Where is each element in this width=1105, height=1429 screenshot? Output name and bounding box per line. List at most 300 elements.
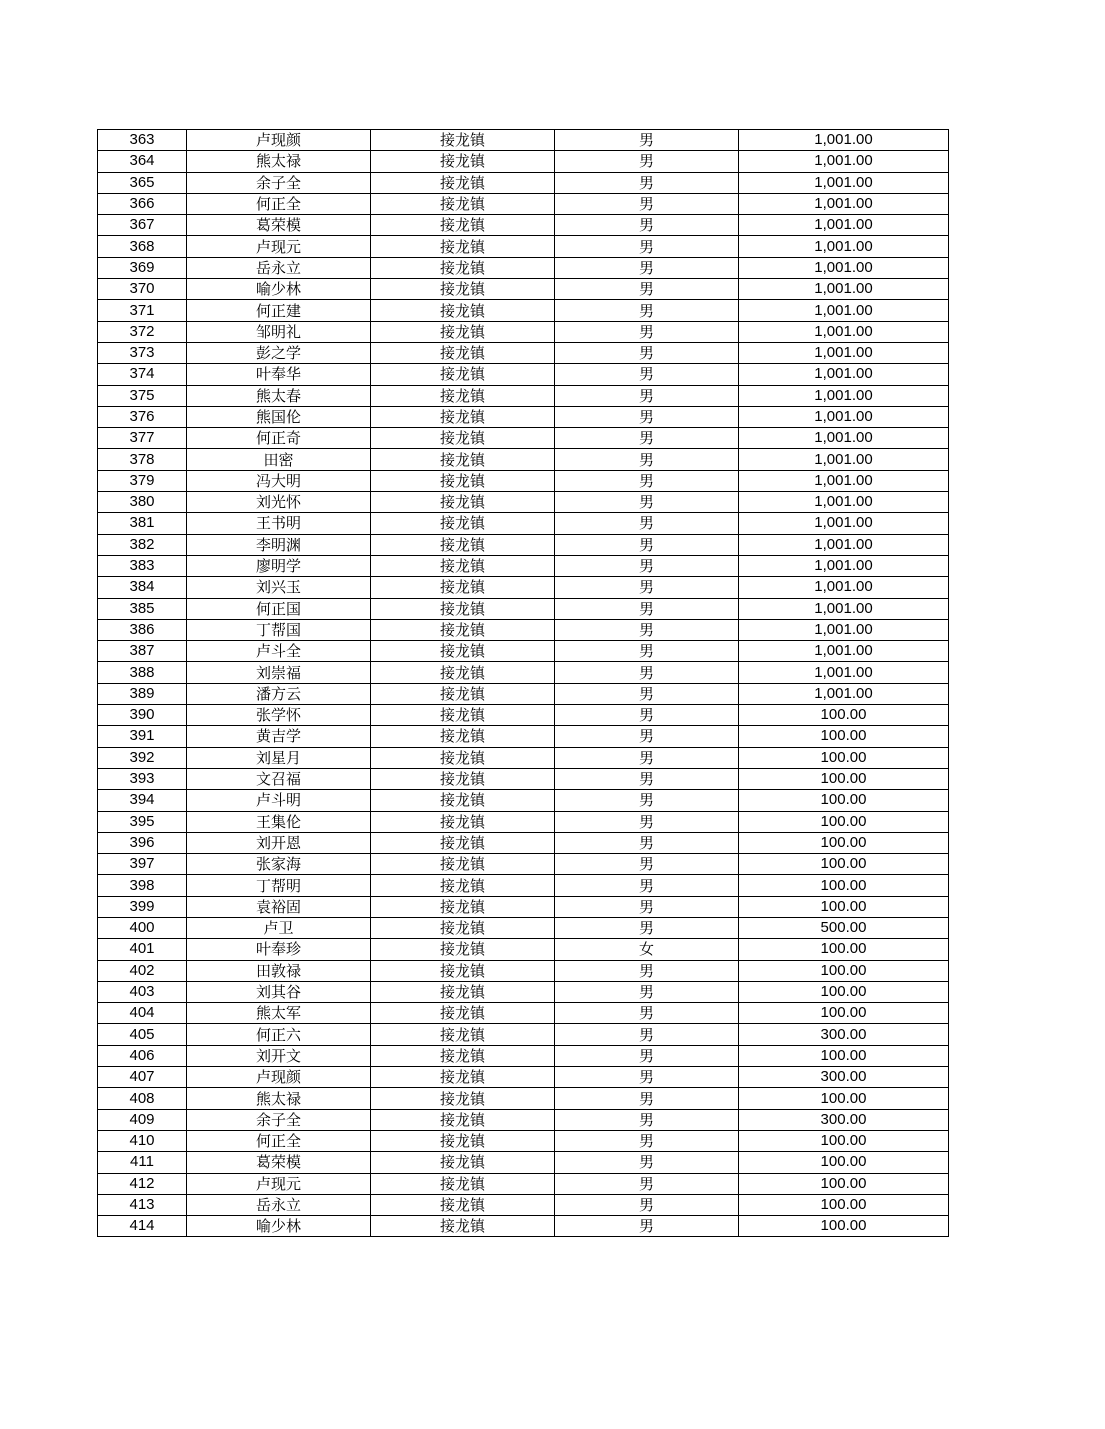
cell-amount: 300.00 — [739, 1024, 949, 1045]
cell-gender: 男 — [555, 321, 739, 342]
cell-amount: 1,001.00 — [739, 683, 949, 704]
cell-gender: 男 — [555, 641, 739, 662]
cell-amount: 1,001.00 — [739, 406, 949, 427]
table-row — [98, 257, 949, 278]
cell-gender: 男 — [555, 555, 739, 576]
table-row — [98, 939, 949, 960]
cell-number: 374 — [98, 364, 187, 385]
cell-town: 接龙镇 — [371, 981, 555, 1002]
cell-amount: 100.00 — [739, 981, 949, 1002]
cell-gender: 男 — [555, 577, 739, 598]
cell-name: 王集伦 — [187, 811, 371, 832]
cell-name: 文召福 — [187, 768, 371, 789]
table-row — [98, 768, 949, 789]
table-row — [98, 641, 949, 662]
cell-town: 接龙镇 — [371, 1152, 555, 1173]
cell-amount: 1,001.00 — [739, 364, 949, 385]
cell-name: 廖明学 — [187, 555, 371, 576]
cell-gender: 男 — [555, 385, 739, 406]
cell-town: 接龙镇 — [371, 534, 555, 555]
cell-number: 396 — [98, 832, 187, 853]
cell-name: 熊太春 — [187, 385, 371, 406]
cell-name: 田密 — [187, 449, 371, 470]
table-row — [98, 683, 949, 704]
cell-gender: 男 — [555, 130, 739, 151]
cell-name: 何正奇 — [187, 428, 371, 449]
table-row — [98, 513, 949, 534]
cell-number: 395 — [98, 811, 187, 832]
cell-name: 刘星月 — [187, 747, 371, 768]
cell-name: 岳永立 — [187, 1194, 371, 1215]
cell-town: 接龙镇 — [371, 832, 555, 853]
table-row — [98, 875, 949, 896]
cell-name: 何正国 — [187, 598, 371, 619]
cell-name: 邹明礼 — [187, 321, 371, 342]
cell-amount: 1,001.00 — [739, 385, 949, 406]
cell-amount: 1,001.00 — [739, 577, 949, 598]
table-row — [98, 854, 949, 875]
cell-town: 接龙镇 — [371, 1045, 555, 1066]
cell-name: 冯大明 — [187, 470, 371, 491]
cell-amount: 100.00 — [739, 1194, 949, 1215]
cell-name: 刘开恩 — [187, 832, 371, 853]
table-row — [98, 342, 949, 363]
cell-number: 407 — [98, 1067, 187, 1088]
cell-number: 410 — [98, 1130, 187, 1151]
cell-amount: 500.00 — [739, 917, 949, 938]
cell-amount: 1,001.00 — [739, 492, 949, 513]
cell-gender: 男 — [555, 279, 739, 300]
cell-number: 404 — [98, 1003, 187, 1024]
cell-number: 387 — [98, 641, 187, 662]
cell-gender: 男 — [555, 236, 739, 257]
table-row — [98, 619, 949, 640]
cell-amount: 100.00 — [739, 726, 949, 747]
table-row — [98, 193, 949, 214]
cell-number: 399 — [98, 896, 187, 917]
cell-town: 接龙镇 — [371, 172, 555, 193]
cell-amount: 1,001.00 — [739, 598, 949, 619]
cell-town: 接龙镇 — [371, 342, 555, 363]
cell-number: 389 — [98, 683, 187, 704]
cell-number: 373 — [98, 342, 187, 363]
cell-name: 熊太军 — [187, 1003, 371, 1024]
cell-gender: 男 — [555, 470, 739, 491]
cell-name: 卢斗全 — [187, 641, 371, 662]
cell-amount: 1,001.00 — [739, 641, 949, 662]
table-row — [98, 428, 949, 449]
cell-name: 熊太禄 — [187, 1088, 371, 1109]
cell-gender: 男 — [555, 342, 739, 363]
cell-gender: 男 — [555, 428, 739, 449]
cell-town: 接龙镇 — [371, 1067, 555, 1088]
table-row — [98, 705, 949, 726]
cell-number: 363 — [98, 130, 187, 151]
cell-amount: 1,001.00 — [739, 300, 949, 321]
cell-number: 401 — [98, 939, 187, 960]
cell-town: 接龙镇 — [371, 492, 555, 513]
cell-amount: 100.00 — [739, 747, 949, 768]
cell-name: 刘其谷 — [187, 981, 371, 1002]
cell-amount: 1,001.00 — [739, 151, 949, 172]
cell-name: 余子全 — [187, 172, 371, 193]
cell-town: 接龙镇 — [371, 1024, 555, 1045]
cell-town: 接龙镇 — [371, 875, 555, 896]
cell-name: 余子全 — [187, 1109, 371, 1130]
cell-town: 接龙镇 — [371, 1173, 555, 1194]
cell-amount: 1,001.00 — [739, 130, 949, 151]
cell-name: 张学怀 — [187, 705, 371, 726]
cell-number: 386 — [98, 619, 187, 640]
table-row — [98, 1173, 949, 1194]
cell-gender: 男 — [555, 811, 739, 832]
table-row — [98, 1130, 949, 1151]
table-row — [98, 279, 949, 300]
cell-town: 接龙镇 — [371, 193, 555, 214]
cell-gender: 女 — [555, 939, 739, 960]
cell-gender: 男 — [555, 768, 739, 789]
cell-number: 371 — [98, 300, 187, 321]
cell-number: 393 — [98, 768, 187, 789]
cell-number: 385 — [98, 598, 187, 619]
cell-number: 384 — [98, 577, 187, 598]
table-row — [98, 960, 949, 981]
cell-number: 412 — [98, 1173, 187, 1194]
cell-number: 368 — [98, 236, 187, 257]
cell-name: 熊太禄 — [187, 151, 371, 172]
cell-town: 接龙镇 — [371, 683, 555, 704]
cell-town: 接龙镇 — [371, 1216, 555, 1237]
cell-amount: 300.00 — [739, 1067, 949, 1088]
cell-name: 喻少林 — [187, 1216, 371, 1237]
cell-amount: 1,001.00 — [739, 215, 949, 236]
table-row — [98, 811, 949, 832]
cell-amount: 1,001.00 — [739, 449, 949, 470]
cell-gender: 男 — [555, 683, 739, 704]
cell-number: 367 — [98, 215, 187, 236]
cell-name: 葛荣模 — [187, 215, 371, 236]
cell-gender: 男 — [555, 1152, 739, 1173]
cell-amount: 1,001.00 — [739, 555, 949, 576]
cell-amount: 100.00 — [739, 1216, 949, 1237]
cell-number: 380 — [98, 492, 187, 513]
cell-gender: 男 — [555, 832, 739, 853]
cell-town: 接龙镇 — [371, 130, 555, 151]
cell-name: 潘方云 — [187, 683, 371, 704]
cell-name: 喻少林 — [187, 279, 371, 300]
cell-gender: 男 — [555, 1045, 739, 1066]
cell-gender: 男 — [555, 1173, 739, 1194]
cell-number: 406 — [98, 1045, 187, 1066]
cell-number: 403 — [98, 981, 187, 1002]
cell-gender: 男 — [555, 662, 739, 683]
cell-town: 接龙镇 — [371, 428, 555, 449]
table-row — [98, 1088, 949, 1109]
cell-town: 接龙镇 — [371, 257, 555, 278]
cell-amount: 300.00 — [739, 1109, 949, 1130]
cell-amount: 1,001.00 — [739, 279, 949, 300]
cell-town: 接龙镇 — [371, 917, 555, 938]
table-row — [98, 1216, 949, 1237]
cell-number: 413 — [98, 1194, 187, 1215]
cell-number: 400 — [98, 917, 187, 938]
cell-gender: 男 — [555, 449, 739, 470]
cell-gender: 男 — [555, 492, 739, 513]
cell-gender: 男 — [555, 1088, 739, 1109]
cell-number: 390 — [98, 705, 187, 726]
cell-amount: 1,001.00 — [739, 470, 949, 491]
cell-town: 接龙镇 — [371, 768, 555, 789]
cell-number: 372 — [98, 321, 187, 342]
cell-amount: 100.00 — [739, 896, 949, 917]
cell-town: 接龙镇 — [371, 1194, 555, 1215]
cell-town: 接龙镇 — [371, 513, 555, 534]
cell-gender: 男 — [555, 1194, 739, 1215]
cell-number: 398 — [98, 875, 187, 896]
cell-number: 383 — [98, 555, 187, 576]
cell-number: 397 — [98, 854, 187, 875]
cell-gender: 男 — [555, 1130, 739, 1151]
cell-gender: 男 — [555, 1067, 739, 1088]
cell-amount: 100.00 — [739, 1173, 949, 1194]
cell-town: 接龙镇 — [371, 236, 555, 257]
cell-town: 接龙镇 — [371, 470, 555, 491]
cell-gender: 男 — [555, 598, 739, 619]
table-row — [98, 470, 949, 491]
cell-amount: 100.00 — [739, 939, 949, 960]
cell-number: 394 — [98, 790, 187, 811]
cell-gender: 男 — [555, 151, 739, 172]
cell-amount: 100.00 — [739, 1003, 949, 1024]
table-row — [98, 1152, 949, 1173]
cell-number: 382 — [98, 534, 187, 555]
cell-name: 彭之学 — [187, 342, 371, 363]
cell-town: 接龙镇 — [371, 364, 555, 385]
cell-town: 接龙镇 — [371, 662, 555, 683]
cell-town: 接龙镇 — [371, 577, 555, 598]
table-row — [98, 598, 949, 619]
cell-amount: 100.00 — [739, 768, 949, 789]
cell-town: 接龙镇 — [371, 321, 555, 342]
cell-number: 388 — [98, 662, 187, 683]
cell-amount: 1,001.00 — [739, 236, 949, 257]
cell-amount: 1,001.00 — [739, 257, 949, 278]
cell-name: 丁帮明 — [187, 875, 371, 896]
cell-gender: 男 — [555, 726, 739, 747]
cell-number: 378 — [98, 449, 187, 470]
table-row — [98, 1003, 949, 1024]
cell-name: 何正全 — [187, 193, 371, 214]
cell-town: 接龙镇 — [371, 1088, 555, 1109]
table-row — [98, 300, 949, 321]
cell-town: 接龙镇 — [371, 641, 555, 662]
cell-name: 刘光怀 — [187, 492, 371, 513]
cell-number: 375 — [98, 385, 187, 406]
cell-number: 365 — [98, 172, 187, 193]
cell-name: 叶奉华 — [187, 364, 371, 385]
cell-town: 接龙镇 — [371, 896, 555, 917]
table-row — [98, 1045, 949, 1066]
table-row — [98, 981, 949, 1002]
cell-amount: 100.00 — [739, 832, 949, 853]
cell-number: 376 — [98, 406, 187, 427]
data-table — [97, 129, 949, 1237]
cell-name: 何正建 — [187, 300, 371, 321]
cell-name: 王书明 — [187, 513, 371, 534]
cell-town: 接龙镇 — [371, 1109, 555, 1130]
table-body — [98, 130, 949, 1237]
cell-gender: 男 — [555, 854, 739, 875]
cell-gender: 男 — [555, 896, 739, 917]
cell-name: 叶奉珍 — [187, 939, 371, 960]
cell-name: 卢现元 — [187, 1173, 371, 1194]
table-row — [98, 662, 949, 683]
cell-gender: 男 — [555, 917, 739, 938]
cell-town: 接龙镇 — [371, 1130, 555, 1151]
cell-amount: 1,001.00 — [739, 321, 949, 342]
table-row — [98, 151, 949, 172]
cell-town: 接龙镇 — [371, 619, 555, 640]
cell-town: 接龙镇 — [371, 747, 555, 768]
cell-number: 392 — [98, 747, 187, 768]
cell-name: 岳永立 — [187, 257, 371, 278]
cell-name: 袁裕固 — [187, 896, 371, 917]
cell-town: 接龙镇 — [371, 406, 555, 427]
cell-number: 370 — [98, 279, 187, 300]
cell-amount: 100.00 — [739, 960, 949, 981]
cell-town: 接龙镇 — [371, 279, 555, 300]
cell-amount: 100.00 — [739, 1045, 949, 1066]
table-row — [98, 236, 949, 257]
cell-gender: 男 — [555, 747, 739, 768]
cell-number: 391 — [98, 726, 187, 747]
cell-number: 408 — [98, 1088, 187, 1109]
cell-number: 414 — [98, 1216, 187, 1237]
cell-name: 卢斗明 — [187, 790, 371, 811]
table-row — [98, 747, 949, 768]
cell-name: 熊国伦 — [187, 406, 371, 427]
table-row — [98, 790, 949, 811]
cell-gender: 男 — [555, 1024, 739, 1045]
cell-gender: 男 — [555, 364, 739, 385]
cell-amount: 1,001.00 — [739, 662, 949, 683]
table-row — [98, 1067, 949, 1088]
cell-name: 李明渊 — [187, 534, 371, 555]
cell-gender: 男 — [555, 1109, 739, 1130]
cell-amount: 1,001.00 — [739, 172, 949, 193]
cell-name: 卢现元 — [187, 236, 371, 257]
table-row — [98, 917, 949, 938]
table-row — [98, 577, 949, 598]
cell-name: 黄吉学 — [187, 726, 371, 747]
cell-number: 405 — [98, 1024, 187, 1045]
cell-name: 张家海 — [187, 854, 371, 875]
cell-amount: 100.00 — [739, 1152, 949, 1173]
cell-town: 接龙镇 — [371, 705, 555, 726]
cell-gender: 男 — [555, 981, 739, 1002]
table-row — [98, 555, 949, 576]
cell-name: 卢卫 — [187, 917, 371, 938]
table-row — [98, 1194, 949, 1215]
table-row — [98, 896, 949, 917]
cell-name: 卢现颜 — [187, 130, 371, 151]
table-row — [98, 492, 949, 513]
cell-gender: 男 — [555, 172, 739, 193]
cell-gender: 男 — [555, 960, 739, 981]
cell-name: 何正全 — [187, 1130, 371, 1151]
cell-gender: 男 — [555, 1003, 739, 1024]
cell-gender: 男 — [555, 193, 739, 214]
cell-town: 接龙镇 — [371, 854, 555, 875]
table-row — [98, 1024, 949, 1045]
cell-town: 接龙镇 — [371, 726, 555, 747]
cell-number: 409 — [98, 1109, 187, 1130]
cell-gender: 男 — [555, 513, 739, 534]
cell-town: 接龙镇 — [371, 1003, 555, 1024]
cell-amount: 1,001.00 — [739, 193, 949, 214]
cell-gender: 男 — [555, 406, 739, 427]
table-row — [98, 534, 949, 555]
cell-town: 接龙镇 — [371, 939, 555, 960]
table-row — [98, 130, 949, 151]
table-row — [98, 832, 949, 853]
cell-amount: 100.00 — [739, 875, 949, 896]
cell-number: 377 — [98, 428, 187, 449]
cell-town: 接龙镇 — [371, 555, 555, 576]
table-row — [98, 321, 949, 342]
cell-town: 接龙镇 — [371, 215, 555, 236]
table-row — [98, 385, 949, 406]
cell-name: 丁帮国 — [187, 619, 371, 640]
cell-town: 接龙镇 — [371, 598, 555, 619]
cell-gender: 男 — [555, 534, 739, 555]
cell-town: 接龙镇 — [371, 300, 555, 321]
cell-amount: 100.00 — [739, 790, 949, 811]
cell-town: 接龙镇 — [371, 385, 555, 406]
cell-name: 刘兴玉 — [187, 577, 371, 598]
cell-number: 379 — [98, 470, 187, 491]
cell-number: 402 — [98, 960, 187, 981]
cell-gender: 男 — [555, 215, 739, 236]
cell-number: 411 — [98, 1152, 187, 1173]
cell-gender: 男 — [555, 875, 739, 896]
cell-amount: 1,001.00 — [739, 534, 949, 555]
table-row — [98, 1109, 949, 1130]
cell-number: 381 — [98, 513, 187, 534]
cell-gender: 男 — [555, 705, 739, 726]
cell-amount: 1,001.00 — [739, 619, 949, 640]
cell-town: 接龙镇 — [371, 449, 555, 470]
table-row — [98, 406, 949, 427]
table-row — [98, 726, 949, 747]
cell-amount: 100.00 — [739, 811, 949, 832]
cell-amount: 1,001.00 — [739, 342, 949, 363]
cell-town: 接龙镇 — [371, 960, 555, 981]
cell-town: 接龙镇 — [371, 151, 555, 172]
cell-number: 364 — [98, 151, 187, 172]
cell-gender: 男 — [555, 619, 739, 640]
cell-gender: 男 — [555, 300, 739, 321]
cell-name: 何正六 — [187, 1024, 371, 1045]
cell-gender: 男 — [555, 790, 739, 811]
cell-amount: 1,001.00 — [739, 428, 949, 449]
cell-name: 卢现颜 — [187, 1067, 371, 1088]
table-row — [98, 364, 949, 385]
cell-amount: 100.00 — [739, 1088, 949, 1109]
cell-amount: 100.00 — [739, 705, 949, 726]
cell-number: 366 — [98, 193, 187, 214]
cell-town: 接龙镇 — [371, 790, 555, 811]
